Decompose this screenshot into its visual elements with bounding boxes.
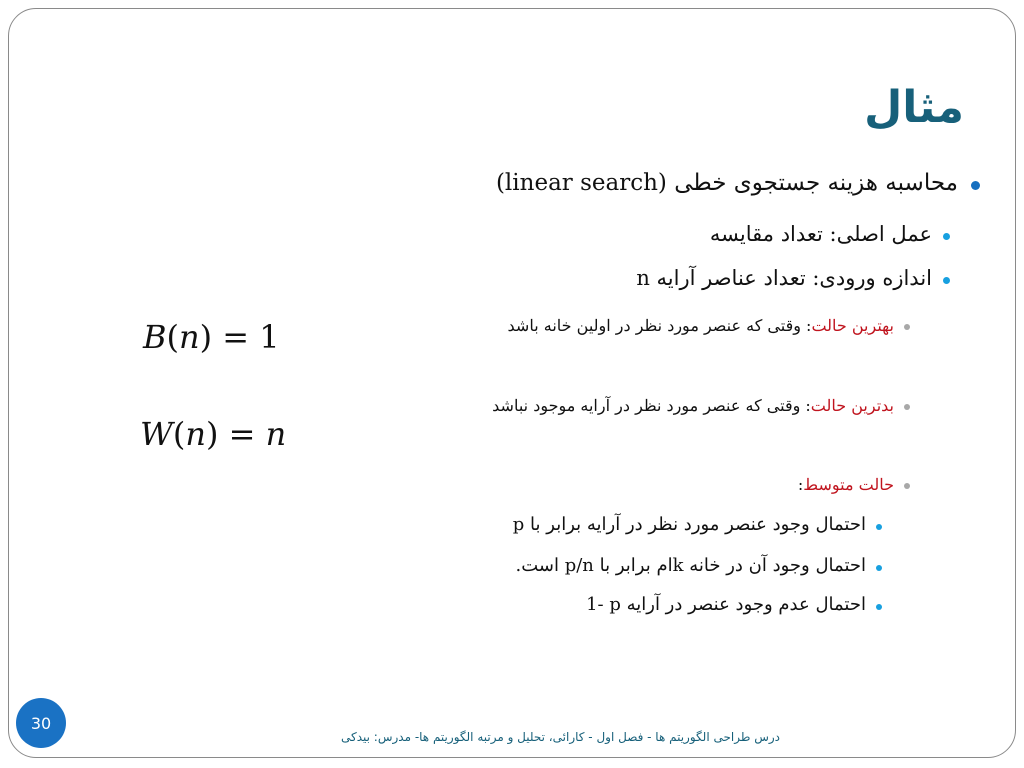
sub-bullet-text: احتمال وجود عنصر مورد نظر در آرایه برابر با: [530, 514, 866, 535]
sub-bullet-latin: 1- p: [586, 594, 621, 615]
worst-case-text: : وقتی که عنصر مورد نظر در آرایه موجود نباشد: [492, 396, 811, 415]
sub-bullet-text-c: است.: [515, 555, 559, 576]
bullet-latin: (linear search): [495, 170, 667, 196]
bullet-dot-icon: [876, 604, 882, 610]
bullet-dot-icon: [904, 324, 910, 330]
bullet-dot-icon: [943, 277, 950, 284]
bullet-basic-operation: [710, 222, 932, 246]
sub-bullet-probability-present: [513, 514, 866, 535]
page-number-badge: 30: [16, 698, 66, 748]
formula-value: 1: [259, 318, 280, 356]
sub-bullet-text: احتمال عدم وجود عنصر در آرایه: [626, 594, 866, 615]
bullet-dot-icon: [876, 565, 882, 571]
best-case-formula: B(n) = 1: [143, 318, 280, 356]
average-case-label: حالت متوسط: [803, 475, 894, 494]
worst-case-label: بدترین حالت: [810, 396, 894, 415]
worst-case-formula: W(n) = n: [140, 415, 287, 453]
bullet-dot-icon: [904, 404, 910, 410]
sub-bullet-latin: p: [512, 514, 525, 535]
bullet-dot-icon: [904, 483, 910, 489]
bullet-average-case: [798, 475, 894, 494]
bullet-dot-icon: [876, 524, 882, 530]
slide-footer: درس طراحی الگوریتم ها - فصل اول - کارائی، تحلیل و مرتبه الگوریتم ها- مدرس: بیدکی: [341, 730, 780, 744]
bullet-dot-icon: [943, 233, 950, 240]
best-case-label: بهترین حالت: [811, 316, 894, 335]
bullet-linear-search: [496, 170, 958, 196]
bullet-input-size: [636, 266, 932, 290]
bullet-latin: n: [636, 266, 650, 290]
formula-function: B: [143, 318, 167, 356]
best-case-text: : وقتی که عنصر مورد نظر در اولین خانه باشد: [507, 316, 812, 335]
formula-argument: n: [179, 318, 200, 356]
bullet-best-case: [508, 316, 894, 335]
slide-title: مثال: [864, 82, 964, 133]
bullet-dot-icon: [971, 181, 980, 190]
sub-bullet-k: k: [672, 555, 684, 576]
formula-argument: n: [185, 415, 206, 453]
sub-bullet-probability-absent: [586, 594, 866, 615]
sub-bullet-latin: p/n: [564, 555, 594, 576]
formula-function: W: [140, 415, 173, 453]
bullet-worst-case: [492, 396, 894, 415]
average-case-text: :: [797, 475, 804, 494]
bullet-text: اندازه ورودی: تعداد عناصر آرایه: [656, 266, 932, 290]
bullet-text: عمل اصلی: تعداد مقایسه: [709, 222, 932, 246]
bullet-text: محاسبه هزینه جستجوی خطی: [674, 170, 958, 196]
sub-bullet-text-b: ام برابر با: [599, 555, 673, 576]
sub-bullet-text-a: احتمال وجود آن در خانه: [689, 555, 866, 576]
formula-value: n: [265, 415, 287, 453]
sub-bullet-probability-kth: [515, 555, 866, 576]
